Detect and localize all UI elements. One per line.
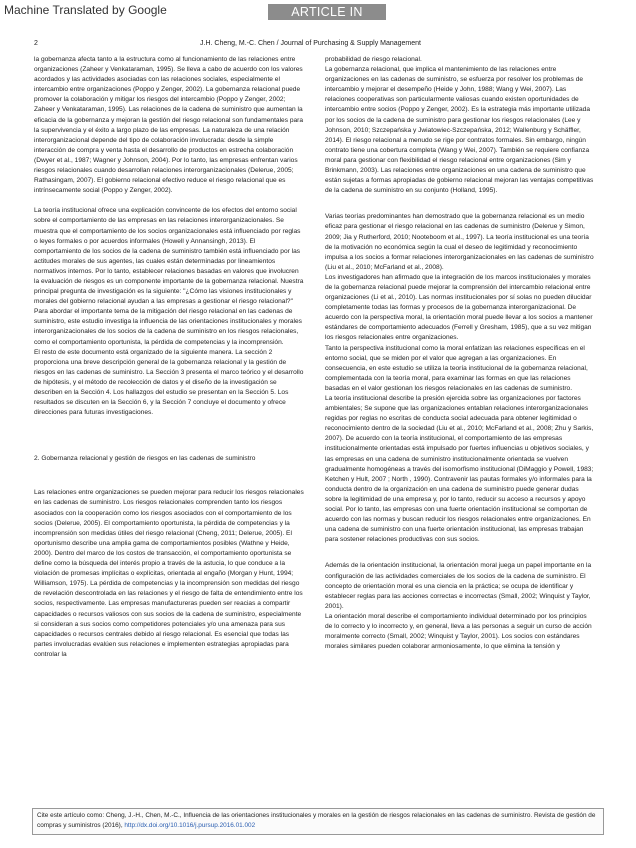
top-banner [0,0,636,35]
paragraph: Además de la orientación institucional, la orientación moral juega un papel importante en la configuración de las actividades comerciales de los socios de la cadena de suministro. El concepto de orientación moral es una ciencia en la práctica; se ocupa de identificar y establecer reglas para las acciones correctas e incorrectas (Small, 2002; Winquist y Taylor, 2001). [325,562,592,610]
paragraph: Los investigadores han afirmado que la integración de los marcos institucionales y morales de la gobernanza relacional puede mejorar la comprensión del intercambio relacional entre organizaciones (Li et al., 2010). Las normas institucionales por sí solas no pueden dilucidar completamente todas las formas y procesos de la gobernanza interorganizacional. De acuerdo con la perspectiva moral, la orientación moral puede llevar a los socios a mantener estándares de comportamiento adecuados (Ferrell y Gresham, 1985), que a su vez mitigan los riesgos relacionales entre organizaciones. [325,273,593,342]
page-number: 2 [34,40,38,47]
machine-translated-label: Machine Translated by Google [4,3,167,17]
doi-link[interactable]: http://dx.doi.org/10.1016/j.pursup.2016.01.002 [124,822,256,829]
left-column [34,55,304,660]
article-in-press-badge: ARTICLE IN PRESS [268,4,386,20]
section-title: 2. Gobernanza relacional y gestión de riesgos en las cadenas de suministro [34,455,256,463]
paragraph: La teoría institucional describe la presión ejercida sobre las organizaciones por factores ambientales; Se supone que las organizaciones entablan relaciones interorganizacionales regidas por reglas no escritas de conducta social adecuada para obtener legitimidad o reconocimiento dentro de la sociedad (Liu et al., 2010; McFarland et al., 2008; Zhu y Sarkis, 2007). De acuerdo con la teoría institucional, el comportamiento de las empresas institucionalmente orientadas está impulsado por fuertes influencias u objetivos sociales, y las empresas en una cadena de suministro institucionalmente orientada se vuelven gradualmente homogéneas a través del isomorfismo institucional (DiMaggio y Powell, 1983; Ketchen y Hult, 2007 ; North , 1990). Contravenir las pautas formales y/o informales para la conducta dentro de la organización en una cadena de suministro puede generar dudas sobre la legitimidad de una empresa y, por lo tanto, reducir su acceso a recursos y apoyo social. Por lo tanto, las empresas con una fuerte orientación institucional se comportan de acuerdo con las normas y buscan reducir los riesgos relacionales entre organizaciones. En una cadena de suministro con una fuerte orientación institucional, las empresas trabajan para sostener relaciones productivas con sus socios. [325,395,594,544]
paragraph: Las relaciones entre organizaciones se pueden mejorar para reducir los riesgos relacionales en las cadenas de suministro. Los riesgos relacionales comprenden tanto los riesgos asociados con la cooperación como los riesgos asociados con el comportamiento de los socios (Delerue, 2005). El comportamiento oportunista, la pérdida de competencias y la incomprensión son medidas útiles del riesgo relacional (Cheng, 2011; Delerue, 2005). El oportunismo describe una amplia gama de comportamientos posibles (Wathne y Heide, 2000). Dentro del marco de los costos de transacción, el comportamiento oportunista se define como la búsqueda del interés propio a través de la astucia, lo que conduce a la violación de promesas implícitas o explícitas, orientada al engaño (Morgan y Hunt, 1994; Williamson, 1975). La pérdida de competencias y la incomprensión son medidas del riesgo de revelación descontrolada en las relaciones y el riesgo de falta de entendimiento entre los socios, respectivamente. Las empresas manufactureras pueden ser reacias a compartir capacidades o recursos valiosos con sus socios de la cadena de suministro, especialmente si consideran a sus socios como competidores potenciales y/o una amenaza para sus capacidades o recursos centrales debido al riesgo relacional. Es esencial que todas las partes involucradas evalúen sus relaciones e implementen estrategias apropiadas para controlar la [34,489,304,658]
right-column [325,55,595,652]
paragraph: La gobernanza relacional, que implica el mantenimiento de las relaciones entre organizaciones en las cadenas de suministro, se esfuerza por resolver los problemas de intercambio y mejorar el desempeño (Heide y John, 1988; Wang y Wei, 2007). Las relaciones cooperativas son particularmente valiosas cuando existen oportunidades de intercambio entre socios (Poppo y Zenger, 2002). Es la estrategia más importante utilizada por los socios de la cadena de suministro para gestionar los riesgos relacionales (Lee y Johnson, 2010; Szczepańska y Jwiatowiec-Szczepańska, 2012; Wallenburg y Schäffler, 2014). El riesgo relacional a menudo se rige por contratos formales. Sin embargo, ningún contrato tiene una cobertura completa (Wang y Wei, 2007). También se requiere confianza moral para gestionar con flexibilidad el riesgo relacional entre organizaciones (Sim y Brinkmann, 2003). Las relaciones entre organizaciones en una cadena de suministro que están sujetas a formas apropiadas de gobierno relacional mejoran las ventajas competitivas de la cadena de suministro en su conjunto (Holland, 1995). [325,66,594,195]
paragraph: probabilidad de riesgo relacional. [325,56,422,63]
paragraph: El resto de este documento está organizado de la siguiente manera. La sección 2 proporciona una breve descripción general de la gobernanza relacional y la gestión de riesgos en las cadenas de suministro. La Sección 3 presenta el marco teórico y el desarrollo de hipótesis, y el método de recolección de datos y el diseño de la investigación se describen en la Sección 4. Los hallazgos del estudio se presentan en la Sección 5. Los resultados se discuten en la Sección 6, y la Sección 7 concluye el documento y ofrece direcciones para futuras investigaciones. [34,348,304,417]
paragraph: La orientación moral describe el comportamiento individual determinado por los principios de lo correcto y lo incorrecto y, en general, lleva a las personas a seguir un curso de acción moralmente correcto (Small, 2002; Winquist y Taylor, 2001). Los socios con estándares morales similares pueden colaborar armoniosamente, lo que elimina la tensión y [325,612,592,651]
paragraph: la gobernanza afecta tanto a la estructura como al funcionamiento de las relaciones entre organizaciones (Zaheer y Venkataraman, 1995). Se lleva a cabo de acuerdo con los valores acordados y las actividades asociadas con las relaciones sociales, especialmente el intercambio entre organizaciones (Poppo y Zenger, 2002). La gobernanza relacional puede promover la colaboración y mitigar los riesgos del intercambio (Poppo y Zenger, 2002; Zaheer y Venkataraman, 1995). Las relaciones de la cadena de suministro que aumentan la eficacia de la gobernanza y mejoran la gestión del riesgo relacional son fundamentales para la supervivencia y el éxito a largo plazo de las empresas. La naturaleza de una relación interorganizacional depende del tipo de colaboración involucrada: desde la simple interacción de compra y venta hasta el desarrollo de productos en estrecha colaboración (Dwyer et al., 1987; Wagner y Johnson, 2004). Por lo tanto, las empresas enfrentan varios riesgos relacionales cuando desarrollan relaciones interorganizacionales (Delerue, 2005; Rathasingam, 2007). El gobierno relacional efectivo reduce el riesgo relacional que es intrínsecamente social (Poppo y Zenger, 2002). [34,56,304,195]
paragraph: La teoría institucional ofrece una explicación convincente de los efectos del entorno social sobre el comportamiento de las empresas en las relaciones interorganizacionales. Se muestra que el comportamiento de los socios organizacionales está influenciado por reglas o leyes formales o por acuerdos informales (Howell y Annansingh, 2013). El comportamiento de los socios de la cadena de suministro también está influenciado por las actitudes morales de sus agentes, las cuales están determinadas por lineamientos normativos internos. Por lo tanto, establecer relaciones basadas en valores que involucren la evaluación de riesgos es un componente importante de la gobernanza relacional. Nuestra principal pregunta de investigación es la siguiente: "¿Cómo las visiones institucionales y morales del gobierno relacional ayudan a las empresas a gestionar el riesgo relacional?" [34,207,304,306]
paragraph: Tanto la perspectiva institucional como la moral enfatizan las relaciones específicas en el entorno social, que se miden por el valor que agregan a las organizaciones. En consecuencia, en este estudio se utiliza la teoría institucional de la gobernanza relacional, complementada con la teoría moral, para examinar las formas en que las relaciones basadas en el valor gestionan los riesgos relacionales en las cadenas de suministro. [325,344,588,392]
citation-text: Cite este artículo como: Cheng, J.-H., Chen, M.-C., Influencia de las orientaciones institucionales y morales en la gestión de riesgos relacionales en las cadenas de suministro. Revista de gestión de compras y suministros (2016), [37,812,596,829]
paragraph: Varias teorías predominantes han demostrado que la gobernanza relacional es un medio eficaz para gestionar el riesgo relacional en las cadenas de suministro (Delerue y Simon, 2009; Jia y Rutherford, 2010; Nooteboom et al., 1997). La teoría institucional es una teoría de la motivación no económica según la cual el deseo de legitimidad y reconocimiento impulsa a los socios a formar relaciones interorganizacionales en las cadenas de suministro (Liu et al., 2010; McFarland et al., 2008). [325,213,594,271]
journal-running-head: J.H. Cheng, M.-C. Chen / Journal of Purchasing & Supply Management [200,40,421,47]
citation-box [32,808,604,835]
paragraph: Para abordar el importante tema de la mitigación del riesgo relacional en las cadenas de suministro, este estudio investiga la influencia de las orientaciones institucionales y morales interorganizacionales de los socios de la cadena de suministro en los riesgos relacionales, como el comportamiento oportunista, la pérdida de competencias y la incomprensión. [34,308,302,346]
